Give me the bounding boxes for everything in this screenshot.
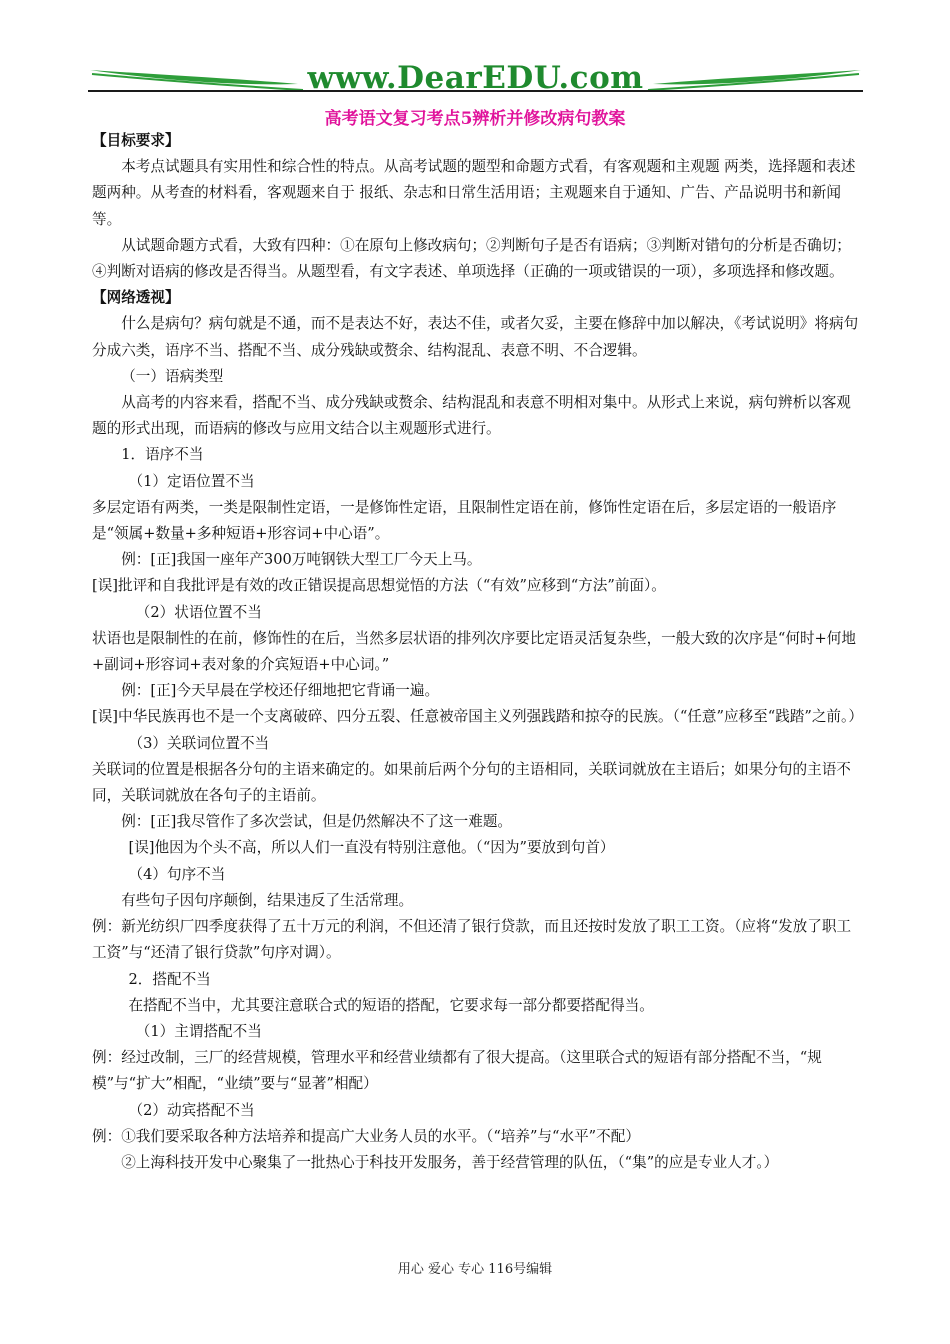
example-line: 例：[正]今天早晨在学校还仔细地把它背诵一遍。 xyxy=(121,682,440,700)
document-body xyxy=(92,128,864,1176)
example-line: [误]中华民族再也不是一个支离破碎、四分五裂、任意被帝国主义列强践踏和掠夺的民族。（“任意”应移至“践踏”之前。） xyxy=(92,708,863,726)
paragraph: 有些句子因句序颠倒，结果违反了生活常理。 xyxy=(121,891,414,909)
paragraph: 多层定语有两类，一类是限制性定语，一是修饰性定语，且限制性定语在前，修饰性定语在后，多层定语的一般语序是“领属+数量+多种短语+形容词+中心语”。 xyxy=(92,498,837,543)
section-heading-goals: 【目标要求】 xyxy=(92,132,180,149)
site-logo[interactable]: www.DearEDU.com xyxy=(307,60,644,96)
example-line: [误]他因为个头不高，所以人们一直没有特别注意他。（“因为”要放到句首） xyxy=(128,839,615,857)
example-line: 例：[正]我国一座年产300万吨钢铁大型工厂今天上马。 xyxy=(121,551,482,569)
subheading: （2）状语位置不当 xyxy=(135,603,262,621)
subheading: （1）定语位置不当 xyxy=(128,472,255,490)
subheading: （3）关联词位置不当 xyxy=(128,734,270,752)
paragraph: 状语也是限制性的在前，修饰性的在后，当然多层状语的排列次序要比定语灵活复杂些，一般大致的次序是“何时+何地+副词+形容词+表对象的介宾短语+中心词。” xyxy=(92,629,856,674)
example-line: [误]批评和自我批评是有效的改正错误提高思想觉悟的方法（“有效”应移到“方法”前面）。 xyxy=(92,577,666,595)
page-footer: 用心 爱心 专心 116号编辑 xyxy=(397,1262,553,1277)
example-line: ②上海科技开发中心聚集了一批热心于科技开发服务，善于经营管理的队伍，（“集”的应是专业人才。） xyxy=(121,1153,779,1171)
paragraph: 在搭配不当中，尤其要注意联合式的短语的搭配，它要求每一部分都要搭配得当。 xyxy=(128,996,654,1014)
subheading: （2）动宾搭配不当 xyxy=(128,1101,255,1119)
example-line: 例：[正]我尽管作了多次尝试，但是仍然解决不了这一难题。 xyxy=(121,813,513,831)
paragraph: 从高考的内容来看，搭配不当、成分残缺或赘余、结构混乱和表意不明相对集中。从形式上来说，病句辨析以客观题的形式出现，而语病的修改与应用文结合以主观题形式进行。 xyxy=(92,394,851,438)
paragraph: 关联词的位置是根据各分句的主语来确定的。如果前后两个分句的主语相同，关联词就放在主语后；如果分句的主语不同，关联词就放在各句子的主语前。 xyxy=(92,760,851,805)
section-heading-overview: 【网络透视】 xyxy=(92,289,180,307)
paragraph: 本考点试题具有实用性和综合性的特点。从高考试题的题型和命题方式看，有客观题和主观题 两类，选择题和表述题两种。从考查的材料看，客观题来自于 报纸、杂志和日常生活用语；主观题来自于通知、广告、产品说明书和新闻等。 xyxy=(92,158,856,228)
paragraph: 什么是病句？病句就是不通，而不是表达不好，表达不佳，或者欠妥，主要在修辞中加以解决，《考试说明》将病句分成六类，语序不当、搭配不当、成分残缺或赘余、结构混乱、表意不明、不合逻辑。 xyxy=(92,315,859,359)
subheading: （4）句序不当 xyxy=(128,865,226,883)
example-line: 例：①我们要采取各种方法培养和提高广大业务人员的水平。（“培养”与“水平”不配） xyxy=(92,1127,640,1145)
document-title: 高考语文复习考点5辨析并修改病句教案 xyxy=(324,109,626,129)
site-header-banner xyxy=(88,58,863,102)
subheading: （1）主谓搭配不当 xyxy=(135,1022,262,1040)
subheading: 2．搭配不当 xyxy=(128,970,211,988)
example-line: 例：经过改制，三厂的经营规模，管理水平和经营业绩都有了很大提高。（这里联合式的短语有部分搭配不当，“规模”与“扩大”相配，“业绩”要与“显著”相配） xyxy=(92,1049,822,1093)
example-line: 例：新光纺织厂四季度获得了五十万元的利润，不但还清了银行贷款，而且还按时发放了职工工资。（应将“发放了职工工资”与“还清了银行贷款”句序对调）。 xyxy=(92,918,852,962)
subheading: 1．语序不当 xyxy=(121,446,204,464)
subheading: （一）语病类型 xyxy=(121,367,224,385)
paragraph: 从试题命题方式看，大致有四种：①在原句上修改病句；②判断句子是否有语病；③判断对错句的分析是否确切；④判断对语病的修改是否得当。从题型看，有文字表述、单项选择（正确的一项或错误的一项），多项选择和修改题。 xyxy=(92,236,851,281)
